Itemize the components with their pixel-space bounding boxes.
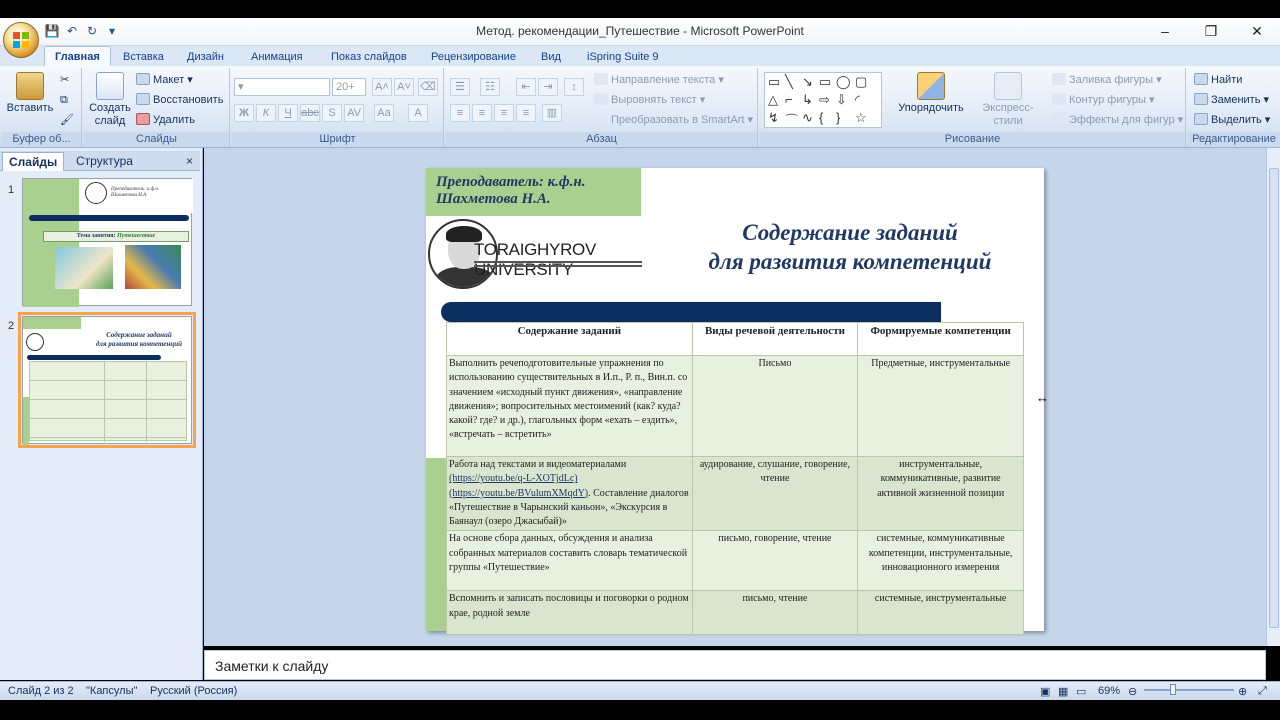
tab-slides-pane[interactable]: Слайды: [2, 152, 64, 171]
smartart-icon: [594, 113, 608, 125]
tab-animation[interactable]: Анимация: [251, 51, 303, 63]
slide-sorter-icon[interactable]: ▦: [1058, 686, 1069, 698]
smartart-button[interactable]: Преобразовать в SmartArt ▾: [594, 112, 753, 128]
table-cell-task[interactable]: [447, 457, 693, 531]
shape-fill-button[interactable]: Заливка фигуры ▾: [1052, 72, 1162, 88]
shape-fill-label: Заливка фигуры: [1069, 74, 1154, 86]
scrollbar-thumb[interactable]: [1269, 168, 1279, 628]
reset-label: Восстановить: [153, 94, 224, 106]
change-case-icon[interactable]: Aa: [374, 104, 394, 122]
shape-effects-icon: [1052, 113, 1066, 125]
table-cell-activity[interactable]: Письмо: [692, 356, 858, 457]
thumb2-title: [89, 331, 189, 349]
tasks-table[interactable]: [446, 322, 1024, 635]
paste-label: Вставить: [6, 102, 54, 114]
close-button[interactable]: ✕: [1251, 23, 1263, 39]
rounded-rect-shape-icon[interactable]: ▢: [855, 74, 868, 89]
vertical-scrollbar[interactable]: [1266, 148, 1280, 646]
thumb2-navy-bar: [27, 355, 161, 360]
delete-label: Удалить: [153, 114, 195, 126]
tab-slideshow[interactable]: Показ слайдов: [331, 51, 407, 63]
video-link-1[interactable]: (https://youtu.be/q-L-XOTjdLc): [449, 473, 578, 485]
thumb2-title-line2: для развития компетенций: [95, 340, 183, 348]
brace-right-shape-icon[interactable]: }: [836, 110, 841, 125]
thumb1-travel-collage-image: [55, 247, 113, 289]
task-text-pre: Работа над текстами и видеоматериалами: [449, 459, 627, 470]
slide-title[interactable]: [670, 218, 1030, 276]
thumbnail-number-1: 1: [8, 184, 15, 196]
current-slide[interactable]: [426, 168, 1044, 631]
tab-outline-pane[interactable]: Структура: [76, 154, 133, 168]
increase-indent-icon[interactable]: ⇥: [538, 78, 558, 96]
table-cell-competence[interactable]: системные, инструментальные: [858, 591, 1024, 635]
justify-icon[interactable]: ≡: [516, 104, 536, 122]
notes-pane[interactable]: Заметки к слайду: [204, 650, 1266, 680]
shape-outline-icon: [1052, 93, 1066, 105]
thumb2-table: [29, 361, 187, 441]
thumb1-teacher-line2: Шахметова Н.А.: [111, 193, 148, 198]
screen-bottom-border: [0, 700, 1280, 720]
zoom-level[interactable]: 69%: [1098, 685, 1121, 697]
table-header-activities[interactable]: Виды речевой деятельности: [692, 323, 858, 356]
line-spacing-icon[interactable]: ↕: [564, 78, 584, 96]
arc-shape-icon[interactable]: ⌒: [785, 113, 799, 128]
thumb2-table-divider-1: [104, 362, 105, 442]
zoom-slider[interactable]: [1144, 689, 1234, 691]
teacher-line2: Шахметова Н.А.: [436, 191, 551, 207]
table-row: [447, 356, 1024, 457]
curve-shape-icon[interactable]: ◜: [855, 92, 861, 107]
table-row: [447, 457, 1024, 531]
quick-styles-icon: [994, 72, 1022, 100]
text-direction-button[interactable]: Направление текста ▾: [594, 72, 724, 88]
shape-effects-button[interactable]: Эффекты для фигур ▾: [1052, 112, 1183, 128]
thumb1-topic-value: Путешествие: [117, 233, 156, 239]
tab-ispring[interactable]: iSpring Suite 9: [587, 51, 659, 63]
paste-icon: [16, 72, 44, 100]
decrease-indent-icon[interactable]: ⇤: [516, 78, 536, 96]
select-icon: [1194, 113, 1208, 125]
normal-view-icon[interactable]: ▣: [1040, 686, 1051, 698]
replace-icon: [1194, 93, 1208, 105]
align-text-button[interactable]: Выровнять текст ▾: [594, 92, 705, 108]
table-cell-competence[interactable]: системные, коммуникативные компетенции, инструментальные, инновационного измерения: [858, 531, 1024, 591]
text-direction-icon: [594, 73, 608, 85]
pane-close-button[interactable]: ×: [186, 154, 194, 168]
smartart-label: Преобразовать в SmartArt: [611, 114, 745, 126]
thumb1-photo-collage-image: [125, 245, 181, 289]
select-button[interactable]: Выделить ▾: [1194, 112, 1270, 128]
delete-slide-button[interactable]: [136, 112, 195, 128]
oval-shape-icon[interactable]: ◯: [836, 74, 851, 89]
scribble-shape-icon[interactable]: ∿: [802, 110, 813, 125]
slide-navy-bar: [441, 302, 941, 322]
strikethrough-icon[interactable]: abc: [300, 104, 320, 122]
fit-to-window-icon[interactable]: ⤢: [1258, 685, 1267, 697]
align-left-icon[interactable]: ≡: [450, 104, 470, 122]
text-direction-label: Направление текста: [611, 74, 716, 86]
table-header-competences[interactable]: Формируемые компетенции: [858, 323, 1024, 356]
window-title: Метод. рекомендации_Путешествие - Microsoft PowerPoint: [476, 24, 804, 38]
rectangle-shape-icon[interactable]: ▭: [819, 74, 832, 89]
find-label: Найти: [1211, 74, 1243, 86]
thumb2-table-divider-2: [146, 362, 147, 442]
format-painter-icon[interactable]: 🖌: [60, 114, 74, 126]
replace-label: Заменить: [1211, 94, 1261, 106]
shrink-font-icon[interactable]: A˅: [394, 78, 414, 96]
cut-icon[interactable]: ✂: [60, 74, 70, 86]
editing-group-label: Редактирование: [1188, 132, 1280, 146]
font-color-icon[interactable]: A: [408, 104, 428, 122]
numbering-icon[interactable]: ☷: [480, 78, 500, 96]
thumb2-green-header: [23, 317, 81, 329]
find-button[interactable]: [1194, 72, 1242, 88]
font-size-combo[interactable]: 20+: [332, 78, 366, 96]
line-shape-icon[interactable]: ╲: [785, 74, 793, 89]
window-controls: [1142, 18, 1280, 44]
down-arrow-shape-icon[interactable]: ⇩: [836, 92, 847, 107]
clear-format-icon[interactable]: ⌫: [418, 78, 438, 96]
slide-thumbnail-2[interactable]: [22, 316, 192, 444]
brace-left-shape-icon[interactable]: {: [819, 110, 824, 125]
shape-fill-icon: [1052, 73, 1066, 85]
shadow-icon[interactable]: S: [322, 104, 342, 122]
university-name: TORAIGHYROV UNIVERSITY: [474, 240, 597, 279]
new-slide-icon: [96, 72, 124, 100]
table-row: [447, 531, 1024, 591]
slide-title-line2: для развития компетенций: [708, 249, 992, 274]
thumb1-logo-icon: [85, 182, 107, 204]
table-cell-activity[interactable]: письмо, говорение, чтение: [692, 531, 858, 591]
teacher-line1: Преподаватель: к.ф.н.: [436, 174, 586, 190]
task-text-post: . Составление диалогов «Путешествие в Чарынский каньон», «Экскурсия в Баянаул (озеро Джасыбай)»: [449, 487, 689, 528]
underline-icon[interactable]: Ч: [278, 104, 298, 122]
thumb1-teacher-line1: Преподаватель: к.ф.н.: [111, 187, 160, 192]
clipboard-group-label: Буфер об...: [2, 132, 81, 146]
undo-icon[interactable]: ↶: [66, 24, 78, 38]
arrow-line-shape-icon[interactable]: ↘: [802, 74, 813, 89]
teacher-textbox[interactable]: [436, 174, 636, 208]
thumb1-topic-label: Тема занятия:: [76, 233, 116, 239]
star-shape-icon[interactable]: ☆: [855, 110, 867, 125]
tab-design[interactable]: Дизайн: [187, 51, 224, 63]
reset-button[interactable]: [136, 92, 223, 108]
quick-styles-label: Экспресс-стили: [982, 102, 1034, 127]
italic-icon[interactable]: К: [256, 104, 276, 122]
status-slide-info: Слайд 2 из 2: [8, 685, 74, 697]
status-language[interactable]: Русский (Россия): [150, 685, 238, 697]
table-cell-activity[interactable]: письмо, чтение: [692, 591, 858, 635]
freeform-shape-icon[interactable]: ↯: [768, 110, 779, 125]
thumb1-teacher: [111, 187, 159, 199]
reset-icon: [136, 93, 150, 105]
shape-outline-button[interactable]: Контур фигуры ▾: [1052, 92, 1155, 108]
slides-group-label: Слайды: [84, 132, 229, 146]
arrange-button[interactable]: [896, 72, 966, 115]
group-clipboard: [2, 68, 82, 147]
table-cell-task[interactable]: На основе сбора данных, обсуждения и анализа собранных материалов составить словарь тематической группы «Путешествие»: [447, 531, 693, 591]
grow-font-icon[interactable]: A˄: [372, 78, 392, 96]
screen-top-border: [0, 0, 1280, 18]
table-header-tasks[interactable]: Содержание заданий: [447, 323, 693, 356]
table-cell-competence[interactable]: Предметные, инструментальные: [858, 356, 1024, 457]
group-font: [232, 68, 444, 147]
layout-button[interactable]: Макет ▾: [136, 72, 193, 88]
triangle-shape-icon[interactable]: △: [768, 92, 778, 107]
spacing-icon[interactable]: AV: [344, 104, 364, 122]
quick-styles-button[interactable]: [968, 72, 1048, 128]
customize-qat-icon[interactable]: ▾: [108, 24, 116, 38]
new-slide-label-2: слайд: [94, 115, 126, 127]
elbow-arrow-icon[interactable]: ↳: [802, 92, 813, 107]
drawing-group-label: Рисование: [760, 132, 1185, 146]
shape-outline-label: Контур фигуры: [1069, 94, 1146, 106]
table-header-row: [447, 323, 1024, 356]
zoom-in-icon[interactable]: ⊕: [1238, 686, 1248, 698]
tab-home[interactable]: Главная: [44, 46, 111, 67]
table-cell-task[interactable]: Вспомнить и записать пословицы и поговорки о родном крае, родной земле: [447, 591, 693, 635]
new-slide-label: Создать: [89, 102, 131, 114]
tab-insert[interactable]: Вставка: [123, 51, 164, 63]
bullets-icon[interactable]: ☰: [450, 78, 470, 96]
minimize-button[interactable]: –: [1161, 23, 1169, 39]
textbox-shape-icon[interactable]: ▭: [768, 74, 781, 89]
table-cell-activity[interactable]: аудирование, слушание, говорение, чтение: [692, 457, 858, 531]
resize-cursor-icon: ↔: [1036, 390, 1049, 405]
thumb1-header: [79, 179, 193, 213]
thumbnail-number-2: 2: [8, 320, 15, 332]
redo-icon[interactable]: ↻: [86, 24, 98, 38]
status-bar: [0, 681, 1280, 700]
font-group-label: Шрифт: [232, 132, 443, 146]
table-row: [447, 591, 1024, 635]
tab-review[interactable]: Рецензирование: [431, 51, 516, 63]
tab-view[interactable]: Вид: [541, 51, 561, 63]
arrange-icon: [917, 72, 945, 100]
right-arrow-shape-icon[interactable]: ⇨: [819, 92, 830, 107]
columns-icon[interactable]: ▥: [542, 104, 562, 122]
arrange-label: Упорядочить: [898, 102, 964, 114]
select-label: Выделить: [1211, 114, 1262, 126]
slide-thumbnail-1[interactable]: [22, 178, 192, 306]
office-logo-icon: [12, 31, 30, 49]
university-logo[interactable]: [426, 216, 644, 292]
restore-button[interactable]: ❐: [1204, 23, 1218, 39]
align-text-icon: [594, 93, 608, 105]
layout-icon: [136, 73, 150, 85]
group-paragraph: [446, 68, 758, 147]
replace-button[interactable]: Заменить ▾: [1194, 92, 1269, 108]
thumb1-topic: [43, 231, 189, 242]
save-icon[interactable]: 💾: [44, 24, 60, 38]
elbow-connector-icon[interactable]: ⌐: [785, 92, 793, 107]
thumb2-logo-icon: [26, 333, 44, 351]
new-slide-button[interactable]: [86, 72, 134, 128]
align-center-icon[interactable]: ≡: [472, 104, 492, 122]
slide-green-sidebar: [426, 458, 446, 631]
slideshow-icon[interactable]: ▭: [1076, 686, 1087, 698]
status-theme: "Капсулы": [86, 685, 138, 697]
bold-icon[interactable]: Ж: [234, 104, 254, 122]
group-slides: [84, 68, 230, 147]
copy-icon[interactable]: ⧉: [60, 94, 68, 106]
align-right-icon[interactable]: ≡: [494, 104, 514, 122]
group-editing: [1188, 68, 1280, 147]
find-icon: [1194, 73, 1208, 85]
delete-icon: [136, 113, 150, 125]
layout-label: Макет: [153, 74, 185, 86]
zoom-slider-knob[interactable]: [1170, 684, 1176, 695]
zoom-out-icon[interactable]: ⊖: [1128, 686, 1138, 698]
university-ornament: [474, 261, 642, 267]
shapes-gallery[interactable]: [764, 72, 882, 128]
shape-effects-label: Эффекты для фигур: [1069, 114, 1175, 126]
table-cell-competence[interactable]: инструментальные, коммуникативные, развитие активной жизненной позиции: [858, 457, 1024, 531]
thumb2-title-line1: Содержание заданий: [106, 331, 172, 339]
font-name-combo[interactable]: ▾: [234, 78, 330, 96]
paste-button[interactable]: [6, 72, 54, 115]
office-button[interactable]: [3, 22, 39, 58]
align-text-label: Выровнять текст: [611, 94, 697, 106]
video-link-2[interactable]: (https://youtu.be/BVulumXMqdY): [449, 487, 589, 499]
paragraph-group-label: Абзац: [446, 132, 757, 146]
table-cell-task[interactable]: Выполнить речеподготовительные упражнения по использованию существительных в И.п., Р. п., Вин.п. со значением «исходный пункт движения», «направление движения»; вопросительных местоимений (как? куда? какой? где? и др.), глагольных форм «ехать – ездить», «встречать – встретить»: [447, 356, 693, 457]
thumb1-navy-bar: [29, 215, 189, 221]
slide-title-line1: Содержание заданий: [742, 220, 958, 245]
